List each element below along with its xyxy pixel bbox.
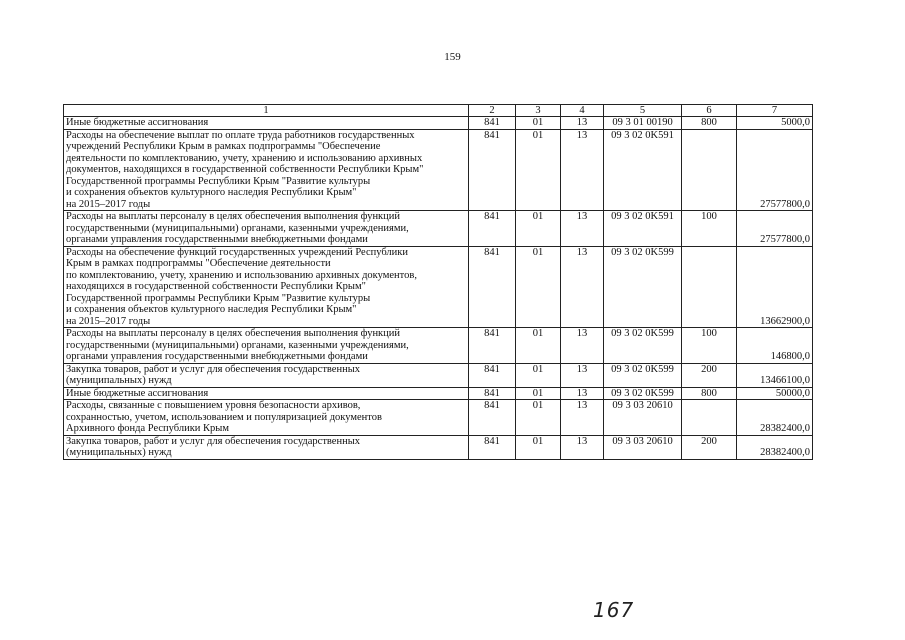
row-name: Расходы на выплаты персоналу в целях обеспечения выполнения функций государственными (муниципальными) органами, казенными учреждениями, органами управления государственными внебюджетными фондами bbox=[64, 328, 469, 364]
row-col4: 13 bbox=[561, 117, 604, 130]
row-col5: 09 3 03 20610 bbox=[604, 400, 682, 436]
row-amount: 28382400,0 bbox=[737, 400, 813, 436]
row-name: Расходы на выплаты персоналу в целях обеспечения выполнения функций государственными (муниципальными) органами, казенными учреждениями, органами управления государственными внебюджетными фондами bbox=[64, 211, 469, 247]
header-cell: 4 bbox=[561, 105, 604, 117]
table-row bbox=[64, 435, 813, 459]
row-name: Иные бюджетные ассигнования bbox=[64, 387, 469, 400]
row-col4: 13 bbox=[561, 363, 604, 387]
row-col2: 841 bbox=[469, 387, 516, 400]
table-row bbox=[64, 129, 813, 211]
row-col3: 01 bbox=[516, 387, 561, 400]
table-row bbox=[64, 246, 813, 328]
row-col2: 841 bbox=[469, 129, 516, 211]
row-amount: 27577800,0 bbox=[737, 211, 813, 247]
row-col6: 100 bbox=[682, 328, 737, 364]
row-col6: 200 bbox=[682, 363, 737, 387]
header-cell: 7 bbox=[737, 105, 813, 117]
row-col2: 841 bbox=[469, 117, 516, 130]
row-amount: 13662900,0 bbox=[737, 246, 813, 328]
row-col5: 09 3 02 0K591 bbox=[604, 129, 682, 211]
row-col6: 800 bbox=[682, 387, 737, 400]
row-col2: 841 bbox=[469, 435, 516, 459]
header-cell: 5 bbox=[604, 105, 682, 117]
row-col4: 13 bbox=[561, 246, 604, 328]
row-col5: 09 3 01 00190 bbox=[604, 117, 682, 130]
row-col3: 01 bbox=[516, 363, 561, 387]
row-col5: 09 3 02 0K599 bbox=[604, 328, 682, 364]
row-col5: 09 3 02 0K599 bbox=[604, 246, 682, 328]
header-row bbox=[64, 105, 813, 117]
row-amount: 5000,0 bbox=[737, 117, 813, 130]
row-col6 bbox=[682, 129, 737, 211]
row-col6 bbox=[682, 400, 737, 436]
row-col2: 841 bbox=[469, 328, 516, 364]
row-col6: 800 bbox=[682, 117, 737, 130]
table-row bbox=[64, 363, 813, 387]
header-cell: 1 bbox=[64, 105, 469, 117]
row-col2: 841 bbox=[469, 400, 516, 436]
row-col3: 01 bbox=[516, 435, 561, 459]
row-col4: 13 bbox=[561, 211, 604, 247]
handwritten-page-number: 167 bbox=[593, 598, 635, 622]
row-col2: 841 bbox=[469, 363, 516, 387]
row-col3: 01 bbox=[516, 117, 561, 130]
header-cell: 2 bbox=[469, 105, 516, 117]
row-col3: 01 bbox=[516, 400, 561, 436]
row-col3: 01 bbox=[516, 211, 561, 247]
row-amount: 50000,0 bbox=[737, 387, 813, 400]
row-amount: 146800,0 bbox=[737, 328, 813, 364]
row-col5: 09 3 02 0K599 bbox=[604, 387, 682, 400]
row-amount: 13466100,0 bbox=[737, 363, 813, 387]
row-col4: 13 bbox=[561, 387, 604, 400]
row-col6: 100 bbox=[682, 211, 737, 247]
row-col4: 13 bbox=[561, 129, 604, 211]
row-col5: 09 3 02 0K599 bbox=[604, 363, 682, 387]
row-name: Закупка товаров, работ и услуг для обеспечения государственных (муниципальных) нужд bbox=[64, 435, 469, 459]
table-row bbox=[64, 400, 813, 436]
header-cell: 6 bbox=[682, 105, 737, 117]
row-name: Расходы на обеспечение функций государственных учреждений Республики Крым в рамках подпрограммы "Обеспечение деятельности по комплектованию, учету, хранению и использованию архивных документов, находящихся в государственной собственности Республики Крым" Государственной программы Республики Крым "Развитие культуры и сохранения объектов культурного наследия Республики Крым" на 2015–2017 годы bbox=[64, 246, 469, 328]
row-col4: 13 bbox=[561, 400, 604, 436]
row-col2: 841 bbox=[469, 211, 516, 247]
table-row bbox=[64, 117, 813, 130]
row-col3: 01 bbox=[516, 246, 561, 328]
row-col4: 13 bbox=[561, 328, 604, 364]
row-col3: 01 bbox=[516, 129, 561, 211]
header-cell: 3 bbox=[516, 105, 561, 117]
page-number: 159 bbox=[444, 51, 461, 63]
row-amount: 27577800,0 bbox=[737, 129, 813, 211]
row-col3: 01 bbox=[516, 328, 561, 364]
budget-table bbox=[63, 104, 813, 460]
row-name: Закупка товаров, работ и услуг для обеспечения государственных (муниципальных) нужд bbox=[64, 363, 469, 387]
row-col6: 200 bbox=[682, 435, 737, 459]
row-name: Иные бюджетные ассигнования bbox=[64, 117, 469, 130]
row-col5: 09 3 03 20610 bbox=[604, 435, 682, 459]
row-col2: 841 bbox=[469, 246, 516, 328]
row-amount: 28382400,0 bbox=[737, 435, 813, 459]
row-col5: 09 3 02 0K591 bbox=[604, 211, 682, 247]
table-row bbox=[64, 328, 813, 364]
row-col4: 13 bbox=[561, 435, 604, 459]
table-row bbox=[64, 211, 813, 247]
table-row bbox=[64, 387, 813, 400]
row-name: Расходы на обеспечение выплат по оплате труда работников государственных учреждений Республики Крым в рамках подпрограммы "Обеспечение деятельности по комплектованию, учету, хранению и использованию архивных документов, находящихся в государственной собственности Республики Крым" Государственной программы Республики Крым "Развитие культуры и сохранения объектов культурного наследия Республики Крым" на 2015–2017 годы bbox=[64, 129, 469, 211]
row-col6 bbox=[682, 246, 737, 328]
row-name: Расходы, связанные с повышением уровня безопасности архивов, сохранностью, учетом, использованием и популяризацией документов Архивного фонда Республики Крым bbox=[64, 400, 469, 436]
